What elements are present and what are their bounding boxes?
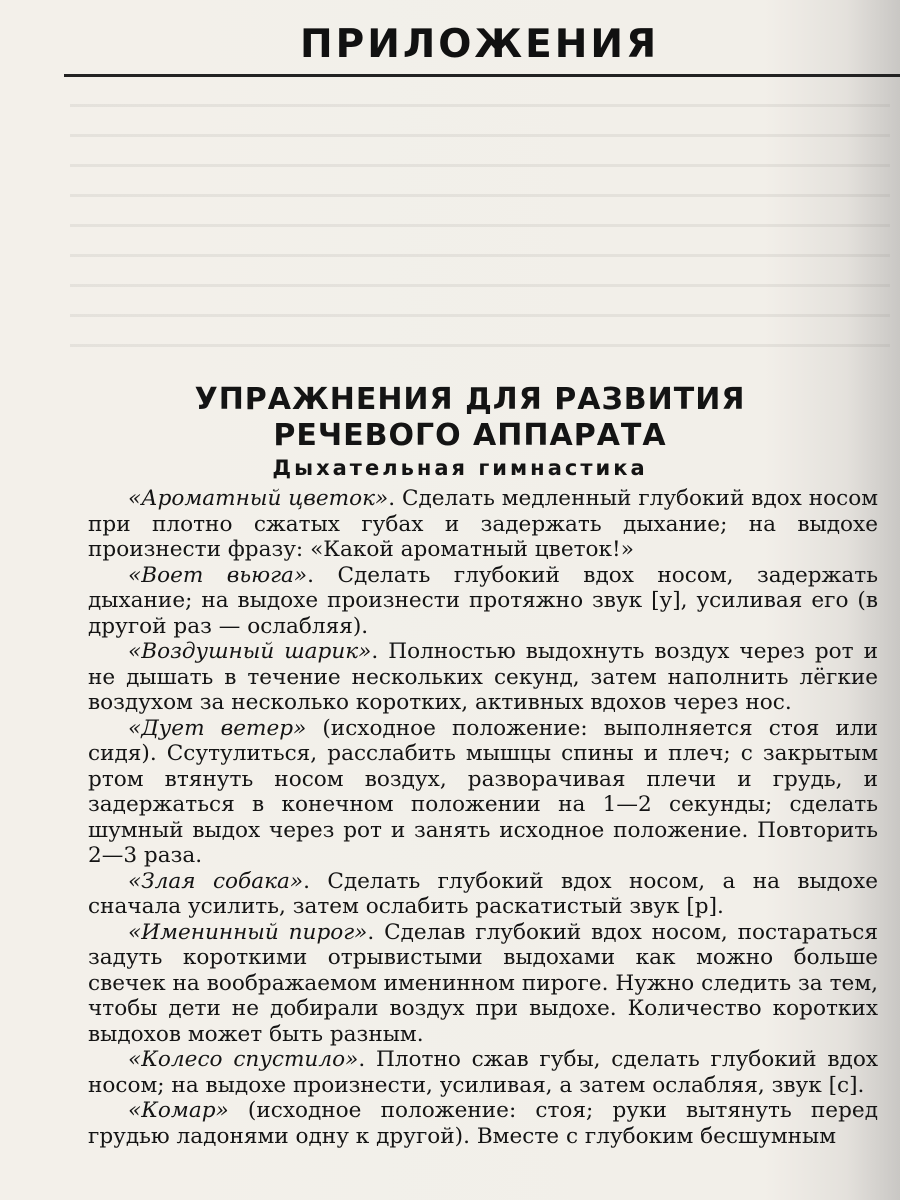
exercise-paragraph xyxy=(88,869,878,920)
exercise-description: . Сделать медленный глубокий вдох носом при плотно сжатых губах и задержать дыхание; на выдохе произнести фразу: «Какой ароматный цветок!» xyxy=(88,486,878,562)
bleed-through-area xyxy=(70,84,890,374)
exercise-description: . Сделать глубокий вдох носом, задержать дыхание; на выдохе произнести протяжно звук [у], усиливая его (в другой раз — ослабляя). xyxy=(88,562,878,639)
exercise-description: . Сделав глубокий вдох носом, постараться задуть короткими отрывистыми выдохами как можно больше свечек на воображаемом именинном пироге. Нужно следить за тем, чтобы дети не добирали воздух при выдохе. Количество коротких выдохов может быть разным. xyxy=(88,919,878,1047)
exercise-paragraph xyxy=(88,486,878,563)
exercise-name: «Колесо спустило» xyxy=(128,1047,359,1072)
exercise-name: «Воздушный шарик» xyxy=(128,639,372,664)
exercise-paragraph xyxy=(88,1047,878,1098)
exercise-description: . Полностью выдохнуть воздух через рот и не дышать в течение нескольких секунд, затем наполнить лёгкие воздухом за несколько коротких, активных вдохов через нос. xyxy=(88,639,878,715)
exercise-description: . Плотно сжав губы, сделать глубокий вдох носом; на выдохе произнести, усиливая, а затем ослабляя, звук [с]. xyxy=(88,1047,878,1098)
exercise-name: «Злая собака» xyxy=(128,868,304,894)
exercise-list xyxy=(88,486,878,1149)
exercise-description: (исходное положение: выполняется стоя или сидя). Ссутулиться, расслабить мышцы спины и плеч; с закрытым ртом втянуть носом воздух, разворачивая плечи и грудь, и задержаться в конечном положении на 1—2 секунды; сделать шумный выдох через рот и занять исходное положение. Повторить 2—3 раза. xyxy=(88,715,878,868)
exercise-paragraph xyxy=(88,639,878,716)
section-title-line-1: УПРАЖНЕНИЯ ДЛЯ РАЗВИТИЯ xyxy=(194,382,746,417)
exercise-name: «Комар» xyxy=(128,1098,229,1123)
exercise-name: «Ароматный цветок» xyxy=(128,486,389,511)
page-header-title: ПРИЛОЖЕНИЯ xyxy=(300,22,660,67)
exercise-paragraph xyxy=(88,1098,878,1149)
exercise-paragraph xyxy=(88,920,878,1048)
exercise-paragraph xyxy=(88,563,878,640)
exercise-description: (исходное положение: стоя; руки вытянуть перед грудью ладонями одну к другой). Вместе с глубоким бесшумным xyxy=(88,1098,878,1149)
exercise-description: . Сделать глубокий вдох носом, а на выдохе сначала усилить, затем ослабить раскатистый звук [р]. xyxy=(88,868,878,919)
subsection-title: Дыхательная гимнастика xyxy=(272,456,648,480)
exercise-name: «Воет вьюга» xyxy=(128,562,308,588)
exercise-name: «Дует ветер» xyxy=(128,715,307,741)
exercise-name: «Именинный пирог» xyxy=(128,919,368,945)
section-title-line-2: РЕЧЕВОГО АППАРАТА xyxy=(273,418,667,453)
header-rule xyxy=(64,74,900,77)
exercise-paragraph xyxy=(88,716,878,869)
